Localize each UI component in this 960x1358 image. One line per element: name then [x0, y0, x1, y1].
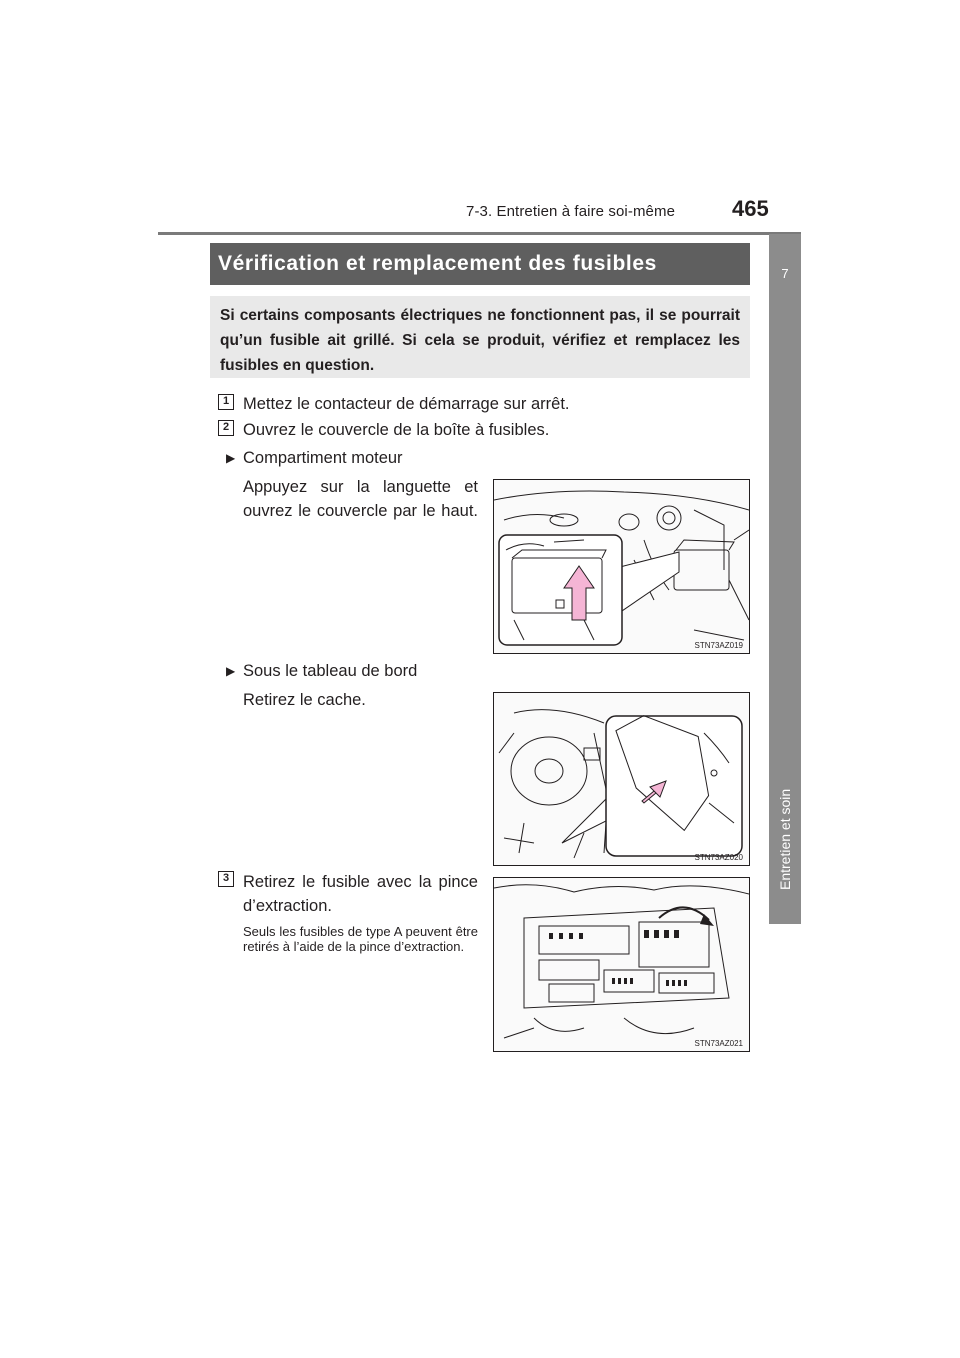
step-number-2: 2 [218, 420, 234, 436]
step-1-text: Mettez le contacteur de démarrage sur arrêt. [243, 395, 570, 413]
arrow-bullet-icon: ▶ [226, 664, 236, 678]
step-number-1: 1 [218, 394, 234, 410]
arrow-bullet-icon: ▶ [226, 451, 236, 465]
engine-compartment-label: Compartiment moteur [243, 449, 403, 467]
figure-engine-fuse-box [493, 479, 750, 654]
figure-dashboard-fuse-box [493, 692, 750, 866]
section-heading: 7-3. Entretien à faire soi-même [466, 203, 676, 220]
figure-fuse-puller [493, 877, 750, 1052]
header-rule [158, 232, 801, 235]
page-number: 465 [732, 196, 769, 221]
dashboard-instruction: Retirez le cache. [243, 691, 366, 709]
step-2-text: Ouvrez le couvercle de la boîte à fusibles. [243, 421, 550, 439]
intro-text: Si certains composants électriques ne fonctionnent pas, il se pourrait qu’un fusible ait grillé. Si cela se produit, vérifiez et remplacez les fusibles en question. [220, 307, 740, 374]
chapter-label: Entretien et soin [777, 788, 793, 890]
step-3-text: Retirez le fusible avec la pince d’extraction. [243, 873, 478, 915]
engine-compartment-instruction: Appuyez sur la languette et ouvrez le couvercle par le haut. [243, 478, 478, 520]
figure-code: STN73AZ020 [694, 853, 743, 862]
intro-box [210, 296, 750, 378]
page-title: Vérification et remplacement des fusibles [210, 243, 750, 285]
chapter-number: 7 [781, 266, 789, 281]
figure-code: STN73AZ019 [694, 641, 743, 650]
fuse-box-illustration [494, 878, 749, 1051]
step-3-note: Seuls les fusibles de type A peuvent être retirés à l’aide de la pince d’extraction. [243, 924, 478, 954]
engine-compartment-illustration [494, 480, 749, 653]
step-number-3: 3 [218, 871, 234, 887]
figure-code: STN73AZ021 [694, 1039, 743, 1048]
dashboard-illustration [494, 693, 749, 865]
dashboard-label: Sous le tableau de bord [243, 662, 418, 680]
